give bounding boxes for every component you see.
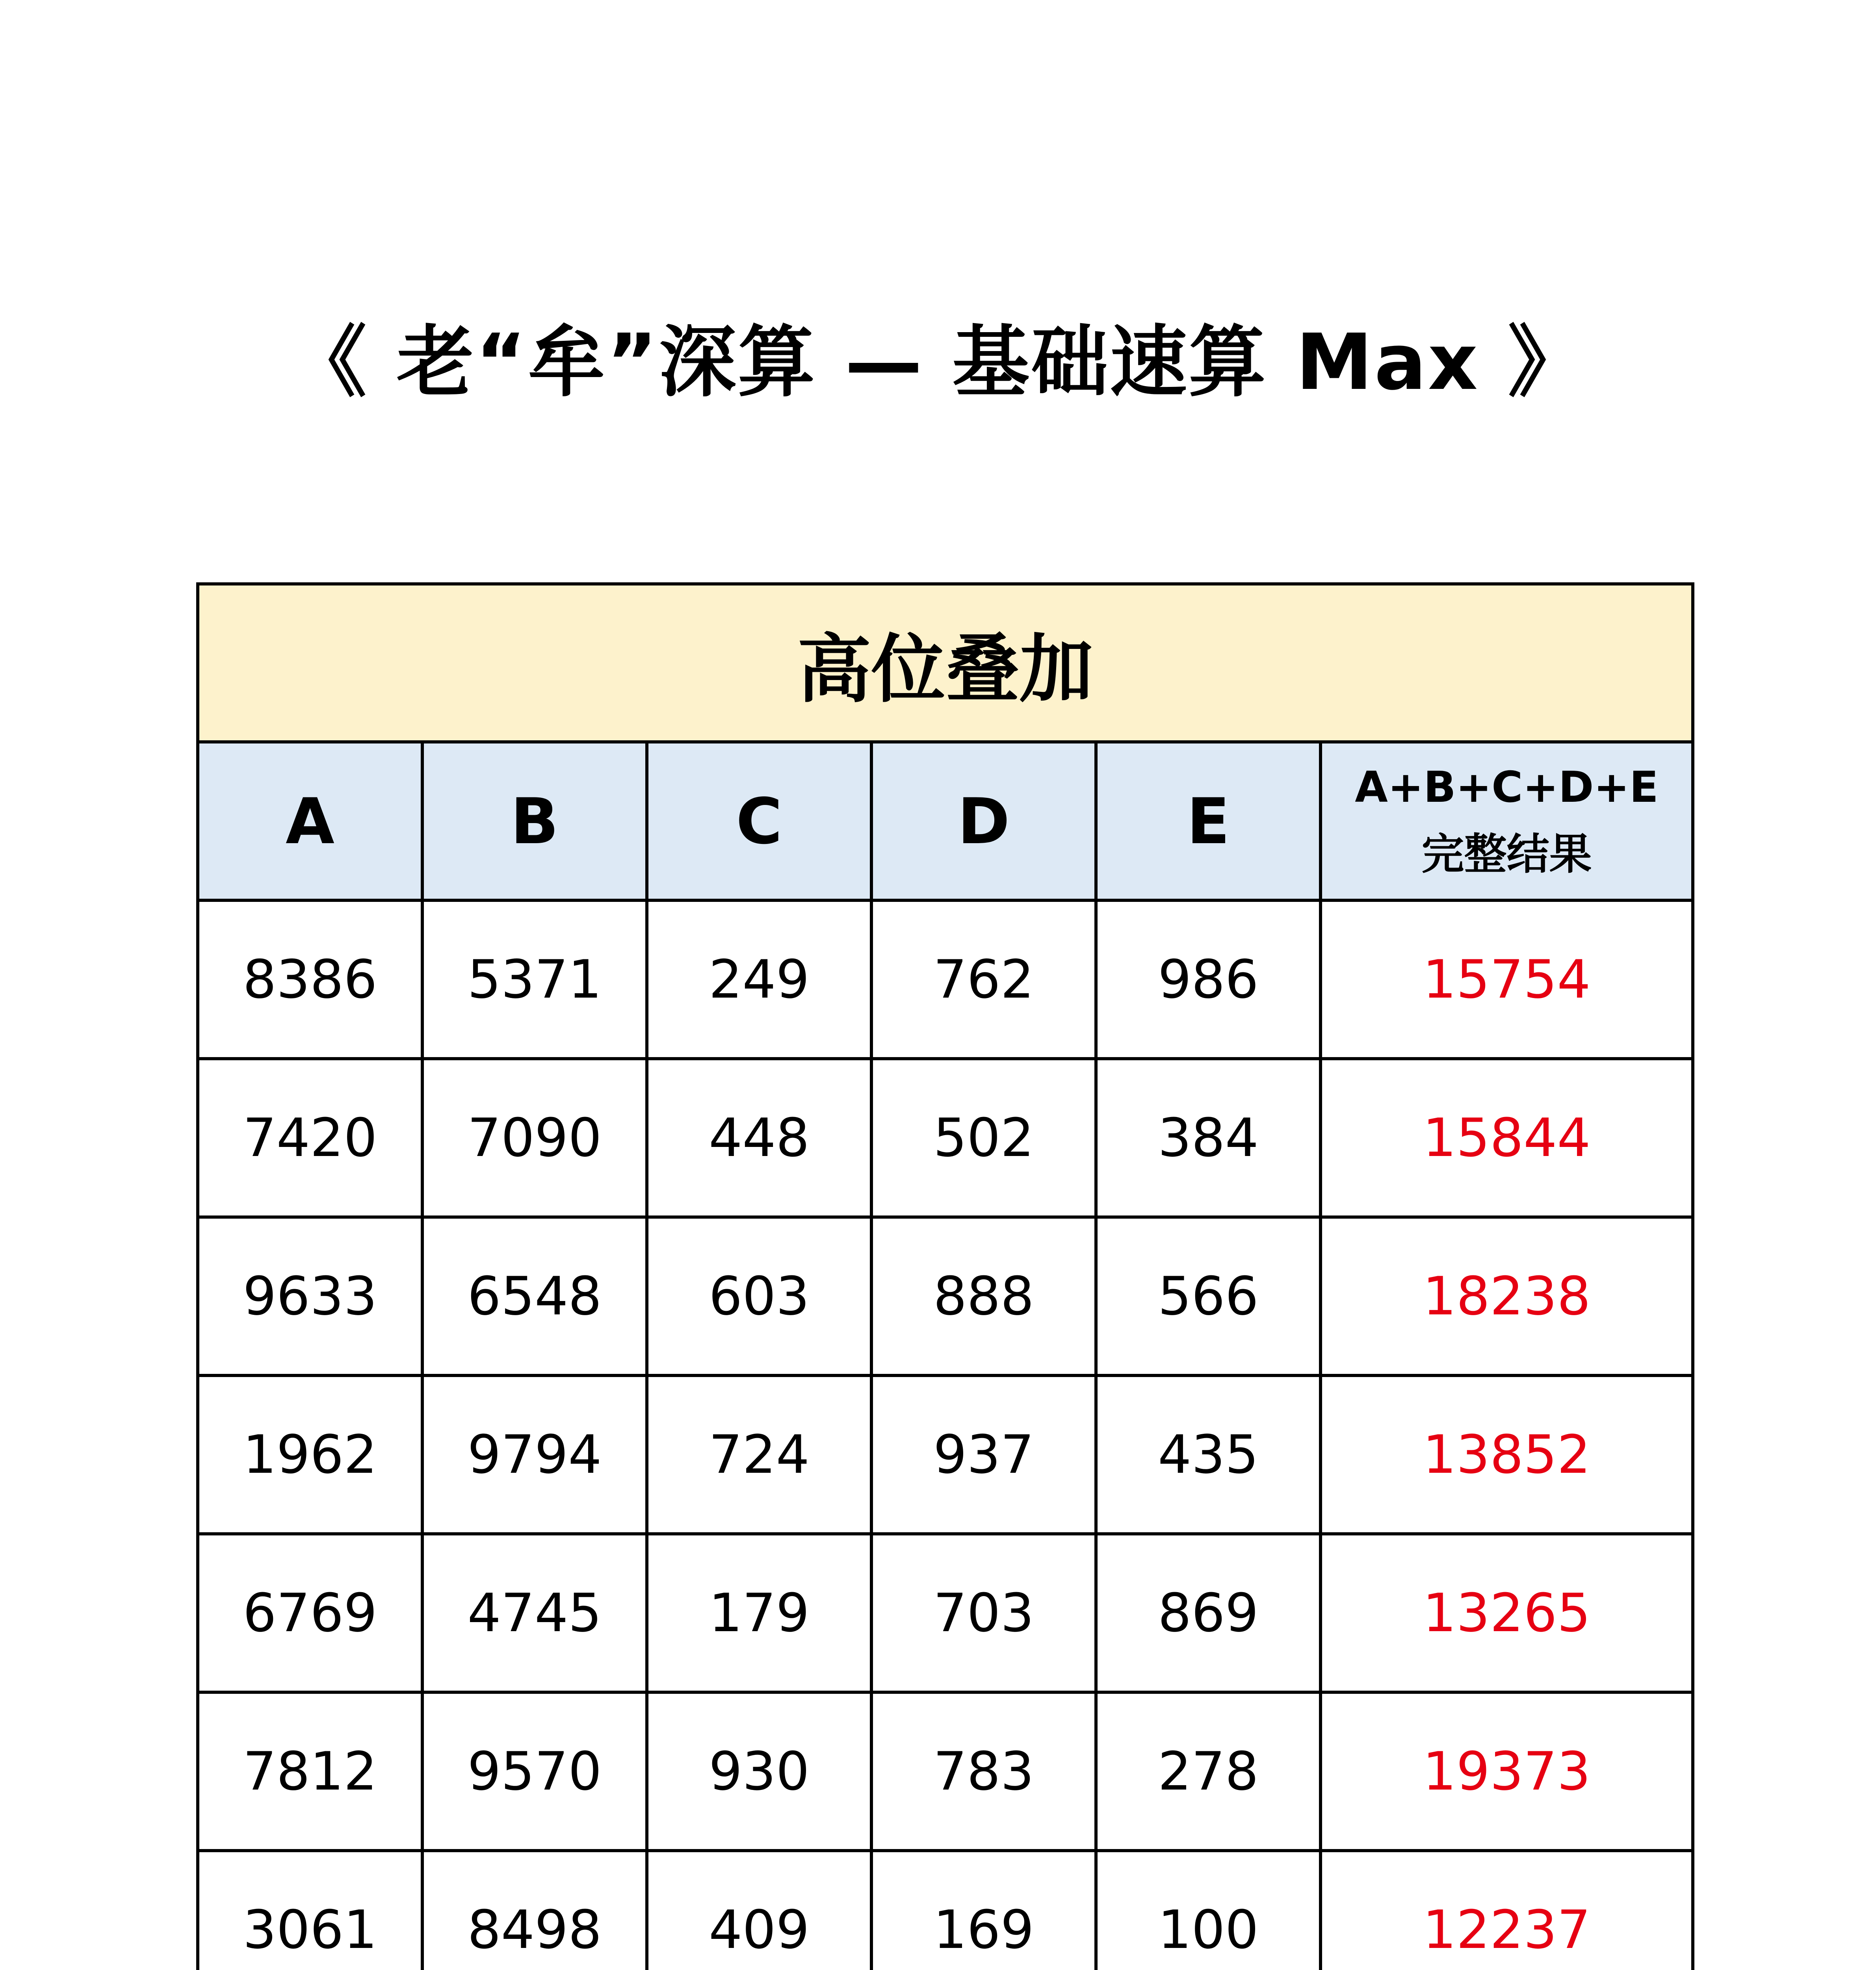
cell-e: 986 (1096, 900, 1321, 1059)
cell-d: 888 (871, 1217, 1096, 1375)
cell-d: 703 (871, 1534, 1096, 1692)
cell-c: 724 (647, 1375, 871, 1534)
cell-b: 6548 (422, 1217, 647, 1375)
banner-row (198, 584, 1693, 742)
page-title: 《 老“牟”深算 — 基础速算 Max 》 (289, 318, 1587, 407)
worksheet-table (196, 582, 1694, 1970)
cell-b: 9570 (422, 1692, 647, 1851)
cell-c: 603 (647, 1217, 871, 1375)
column-header-d: D (871, 742, 1096, 900)
cell-result: 12237 (1321, 1851, 1693, 1970)
cell-c: 448 (647, 1059, 871, 1217)
cell-result: 15754 (1321, 900, 1693, 1059)
cell-a: 8386 (198, 900, 422, 1059)
cell-b: 9794 (422, 1375, 647, 1534)
cell-b: 7090 (422, 1059, 647, 1217)
cell-e: 384 (1096, 1059, 1321, 1217)
cell-e: 869 (1096, 1534, 1321, 1692)
cell-e: 100 (1096, 1851, 1321, 1970)
cell-b: 5371 (422, 900, 647, 1059)
cell-result: 18238 (1321, 1217, 1693, 1375)
cell-a: 7812 (198, 1692, 422, 1851)
cell-e: 435 (1096, 1375, 1321, 1534)
table-row (198, 1375, 1693, 1534)
cell-a: 1962 (198, 1375, 422, 1534)
result-header-formula: A+B+C+D+E (1355, 763, 1659, 812)
cell-a: 7420 (198, 1059, 422, 1217)
cell-e: 566 (1096, 1217, 1321, 1375)
cell-result: 13852 (1321, 1375, 1693, 1534)
result-header-caption: 完整结果 (1421, 830, 1592, 879)
cell-a: 6769 (198, 1534, 422, 1692)
table-row (198, 1217, 1693, 1375)
cell-d: 937 (871, 1375, 1096, 1534)
column-header-e: E (1096, 742, 1321, 900)
cell-d: 502 (871, 1059, 1096, 1217)
cell-b: 8498 (422, 1851, 647, 1970)
cell-c: 179 (647, 1534, 871, 1692)
table-row (198, 1851, 1693, 1970)
table-row (198, 900, 1693, 1059)
cell-e: 278 (1096, 1692, 1321, 1851)
table-row (198, 1059, 1693, 1217)
cell-d: 762 (871, 900, 1096, 1059)
cell-d: 783 (871, 1692, 1096, 1851)
column-header-c: C (647, 742, 871, 900)
cell-result: 19373 (1321, 1692, 1693, 1851)
column-header-a: A (198, 742, 422, 900)
column-header-result (1321, 742, 1693, 900)
cell-c: 930 (647, 1692, 871, 1851)
cell-result: 13265 (1321, 1534, 1693, 1692)
cell-c: 249 (647, 900, 871, 1059)
table-body (198, 900, 1693, 1970)
column-header-row (198, 742, 1693, 900)
cell-d: 169 (871, 1851, 1096, 1970)
column-header-b: B (422, 742, 647, 900)
table-row (198, 1692, 1693, 1851)
cell-a: 3061 (198, 1851, 422, 1970)
cell-c: 409 (647, 1851, 871, 1970)
cell-result: 15844 (1321, 1059, 1693, 1217)
cell-b: 4745 (422, 1534, 647, 1692)
table-row (198, 1534, 1693, 1692)
cell-a: 9633 (198, 1217, 422, 1375)
table-banner: 高位叠加 (198, 584, 1693, 742)
